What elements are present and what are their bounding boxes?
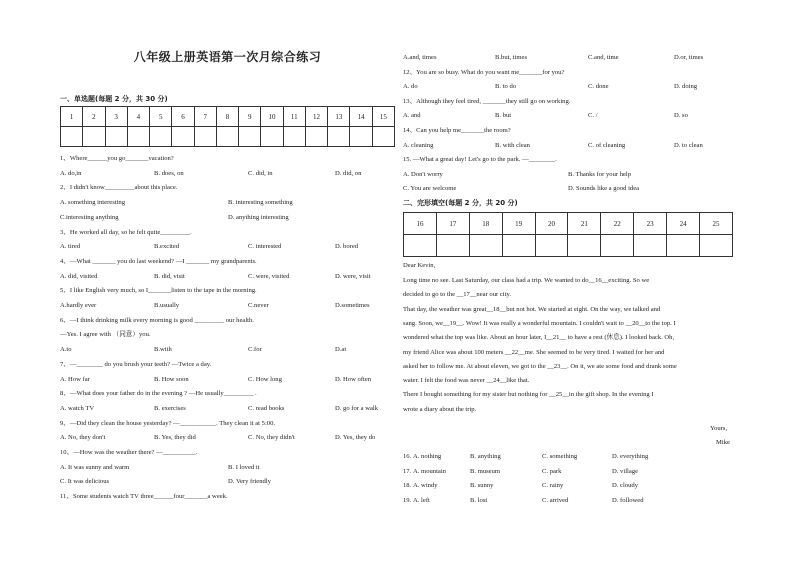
answer-option: A.and, times: [403, 54, 437, 61]
answer-option: A. No, they don't: [60, 434, 106, 442]
grid-answer-cell: [328, 127, 350, 147]
answer-option: C. did, in: [248, 169, 273, 177]
grid-number-cell: 3: [105, 107, 127, 127]
question-text: —Yes. I agree with （同意）you.: [60, 331, 151, 339]
letter-line: decided to go to the __17__near our city.: [403, 291, 511, 299]
answer-option: C. done: [588, 83, 609, 91]
cloze-option: B. anything: [470, 453, 501, 460]
grid-number-cell: 6: [172, 107, 194, 127]
answer-option: D. Very friendly: [228, 478, 271, 486]
cloze-number: 16.: [403, 453, 412, 460]
cloze-option: C. rainy: [542, 482, 564, 489]
cloze-option: D. village: [612, 467, 639, 475]
answer-option: D. were, visit: [335, 272, 371, 280]
answer-option: C.interesting anything: [60, 213, 119, 221]
answer-option: C. were, visited: [248, 272, 290, 280]
answer-option: C.for: [248, 346, 262, 354]
answer-option: A. How far: [60, 375, 90, 383]
cloze-option: A. nothing: [413, 453, 442, 460]
answer-option: A.hardly ever: [60, 302, 97, 309]
answer-option: B. to do: [495, 83, 517, 91]
question-text: 15. —What a great day! Let's go to the park. —________.: [403, 156, 557, 164]
answer-grid-1: [60, 106, 395, 147]
answer-option: B.excited: [154, 243, 180, 251]
grid-number-cell: 13: [328, 107, 350, 127]
answer-option: A. do,in: [60, 169, 82, 177]
grid-number-cell: 12: [305, 107, 327, 127]
question-text: 5、I like English very much, so I_______listen to the tape in the morning.: [60, 287, 257, 295]
grid-answer-cell: [634, 235, 667, 257]
answer-option: D. did, on: [335, 169, 362, 177]
question-text: 10、—How was the weather there? —__________.: [60, 449, 198, 456]
answer-option: A. cleaning: [403, 141, 434, 149]
grid-number-cell: 11: [283, 107, 305, 127]
answer-option: D. go for a walk: [335, 404, 379, 412]
answer-option: B. I loved it: [228, 463, 260, 471]
grid-answer-cell: [350, 127, 372, 147]
letter-line: asked her to follow me. At about eleven, we got to the __23__. On it, we ate some food and drank some: [403, 362, 677, 370]
cloze-number: 18.: [403, 482, 412, 489]
cloze-option: B. sunny: [470, 482, 494, 489]
grid-number-cell: 7: [194, 107, 216, 127]
answer-option: C. No, they didn't: [248, 434, 295, 442]
grid-answer-cell: [305, 127, 327, 147]
answer-option: C. /: [588, 112, 598, 120]
question-text: 2、I didn't know_________about this place.: [60, 184, 178, 192]
grid-number-cell: 21: [568, 213, 601, 235]
grid-number-cell: 16: [404, 213, 437, 235]
page-title: 八年级上册英语第一次月综合练习: [133, 50, 322, 64]
grid-number-cell: 20: [535, 213, 568, 235]
answer-option: C. How long: [248, 375, 282, 383]
answer-option: C. read books: [248, 404, 285, 412]
question-text: 11、Some students watch TV three______four_______a week.: [60, 493, 228, 501]
cloze-option: C. arrived: [542, 496, 569, 504]
answer-option: D. doing: [674, 83, 698, 91]
grid-number-cell: 17: [436, 213, 469, 235]
grid-answer-cell: [568, 235, 601, 257]
grid-answer-cell: [502, 235, 535, 257]
answer-option: B.with: [154, 346, 172, 354]
grid-number-cell: 23: [634, 213, 667, 235]
answer-option: A. tired: [60, 243, 81, 251]
grid-answer-cell: [239, 127, 261, 147]
letter-line: sang. Soon, we__19__. Wow! It was really a wonderful mountain. I couldn't wait to __20__to the top. I: [403, 319, 676, 327]
grid-answer-cell: [261, 127, 283, 147]
answer-option: D. so: [674, 112, 688, 120]
grid-number-cell: 24: [667, 213, 700, 235]
grid-answer-cell: [172, 127, 194, 147]
grid-number-cell: 9: [239, 107, 261, 127]
answer-option: B.usually: [154, 302, 180, 309]
letter-line: There I bought something for my sister but nothing for __25__in the gift shop. In the evening I: [403, 391, 654, 399]
section1-heading: 一、单选题(每题 2 分，共 30 分): [60, 95, 168, 103]
cloze-option: D. followed: [612, 496, 644, 504]
cloze-option: B. museum: [470, 467, 501, 475]
cloze-number: 17.: [403, 467, 412, 475]
answer-option: D. Sounds like a good idea: [568, 185, 640, 193]
answer-option: B. How soon: [154, 375, 189, 383]
question-text: 13、Although they feel tired, _______they still go on working.: [403, 97, 571, 105]
grid-number-cell: 4: [127, 107, 149, 127]
grid-answer-cell: [601, 235, 634, 257]
cloze-option: C. park: [542, 467, 562, 475]
grid-answer-cell: [216, 127, 238, 147]
grid-answer-cell: [404, 235, 437, 257]
answer-option: A. something interesting: [60, 199, 126, 207]
grid-number-cell: 14: [350, 107, 372, 127]
answer-option: B. but: [495, 112, 512, 120]
grid-answer-cell: [700, 235, 733, 257]
answer-option: D. How often: [335, 375, 372, 383]
letter-line: That day, the weather was great__18__but not hot. We started at eight. On the way, we talked and: [403, 305, 661, 313]
question-text: 12、You are so busy. What do you want me_______for you?: [403, 68, 565, 76]
answer-option: D. anything interesting: [228, 213, 289, 221]
letter-signature: Mike: [716, 439, 730, 446]
question-text: 7、—________ do you brush your teeth? —Twice a day.: [60, 360, 212, 368]
grid-answer-cell: [194, 127, 216, 147]
answer-option: C. You are welcome: [403, 185, 457, 193]
cloze-option: C. something: [542, 453, 578, 460]
question-text: 3、He worked all day, so he felt quite_________.: [60, 228, 192, 236]
grid-number-cell: 18: [469, 213, 502, 235]
answer-option: C. of cleaning: [588, 141, 626, 149]
cloze-option: D. everything: [612, 453, 649, 460]
answer-option: A. watch TV: [60, 404, 95, 412]
cloze-option: A. mountain: [413, 467, 446, 475]
grid-answer-cell: [372, 127, 394, 147]
grid-number-cell: 1: [61, 107, 83, 127]
answer-grid-2: [403, 212, 733, 257]
answer-option: B.but, times: [495, 54, 528, 61]
answer-option: B. with clean: [495, 141, 530, 149]
grid-number-cell: 2: [83, 107, 105, 127]
answer-option: C.never: [248, 302, 269, 309]
question-text: 1、Where______you go_______vacation?: [60, 155, 174, 162]
letter-closing: Yours,: [710, 425, 728, 432]
answer-option: D. bored: [335, 243, 359, 251]
letter-line: my friend Alice was about 100 meters __22__me. She seemed to be very tired. I waited for her and: [403, 348, 665, 356]
grid-number-cell: 8: [216, 107, 238, 127]
answer-option: C.and, time: [588, 54, 619, 61]
section2-heading: 二、完形填空(每题 2 分，共 20 分): [403, 199, 518, 207]
question-text: 8、—What does your father do in the evening ? —He usually_________ .: [60, 390, 257, 398]
cloze-number: 19.: [403, 496, 412, 504]
question-text: 9、—Did they clean the house yesterday? —___________. They clean it at 5:00.: [60, 419, 276, 427]
grid-answer-cell: [469, 235, 502, 257]
grid-number-cell: 22: [601, 213, 634, 235]
letter-line: water. I felt the food was never __24__like that.: [403, 377, 530, 385]
answer-option: A.to: [60, 346, 72, 354]
grid-number-cell: 10: [261, 107, 283, 127]
grid-answer-cell: [667, 235, 700, 257]
grid-answer-cell: [535, 235, 568, 257]
cloze-option: A. left: [413, 496, 430, 504]
letter-greeting: Dear Kevin,: [403, 262, 436, 269]
answer-option: D.at: [335, 346, 347, 354]
question-text: 4、—What _______ you do last weekend? —I _______ my grandparents.: [60, 257, 257, 265]
answer-option: B. does, on: [154, 169, 184, 177]
question-text: 6、—I think drinking milk every morning is good _________ our health.: [60, 316, 254, 324]
answer-option: A. It was sunny and warm: [60, 463, 130, 471]
question-text: 14、Can you help me_______the room?: [403, 127, 511, 134]
grid-number-cell: 19: [502, 213, 535, 235]
answer-option: D. Yes, they do: [335, 434, 376, 442]
answer-option: C. It was delicious: [60, 478, 110, 486]
cloze-option: D. cloudy: [612, 482, 639, 489]
letter-line: Long time no see. Last Saturday, our class had a trip. We wanted to do__16__exciting. So we: [403, 277, 650, 284]
grid-answer-cell: [105, 127, 127, 147]
grid-answer-cell: [283, 127, 305, 147]
answer-option: B. did, visit: [154, 272, 185, 280]
letter-line: wondered what the top was like. About an hour later, I__21__ to have a rest (休息). I looked back. Oh,: [403, 334, 675, 342]
grid-answer-cell: [127, 127, 149, 147]
grid-answer-cell: [83, 127, 105, 147]
grid-answer-cell: [150, 127, 172, 147]
answer-option: B. interesting something: [228, 199, 293, 207]
answer-option: D.or, times: [674, 54, 704, 61]
answer-option: A. and: [403, 112, 421, 120]
grid-answer-cell: [436, 235, 469, 257]
answer-option: A. did, visited: [60, 272, 98, 280]
cloze-option: A. windy: [413, 482, 438, 489]
answer-option: D.sometimes: [335, 302, 370, 309]
grid-number-cell: 15: [372, 107, 394, 127]
letter-line: wrote a diary about the trip.: [403, 405, 477, 413]
answer-option: B. exercises: [154, 404, 186, 412]
answer-option: D. to clean: [674, 141, 703, 149]
cloze-option: B. lost: [470, 496, 488, 504]
grid-number-cell: 5: [150, 107, 172, 127]
grid-number-cell: 25: [700, 213, 733, 235]
answer-option: A. Don't worry: [403, 170, 443, 178]
answer-option: C. interested: [248, 243, 282, 251]
answer-option: A. do: [403, 83, 418, 91]
answer-option: B. Yes, they did: [154, 434, 196, 442]
answer-option: B. Thanks for your help: [568, 170, 632, 178]
grid-answer-cell: [61, 127, 83, 147]
